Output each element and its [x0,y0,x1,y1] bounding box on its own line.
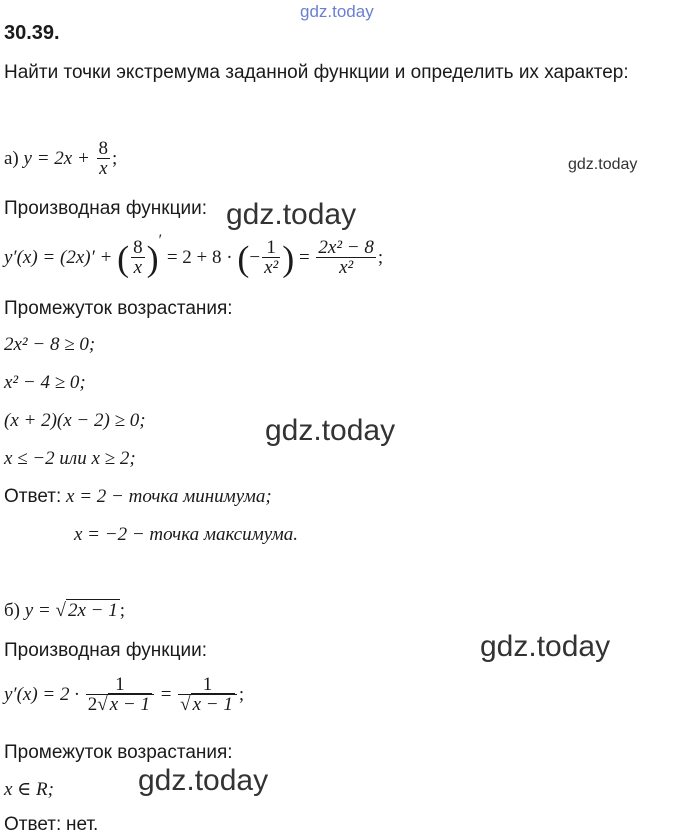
fraction [262,239,280,278]
denominator: x [131,257,145,278]
paren-close: ) [282,238,295,279]
domain-statement: x ∈ R; [4,779,54,800]
paren-close: ) [146,238,159,279]
radicand: 2x − 1 [67,600,118,621]
derivative-heading: Производная функции: [4,640,207,661]
watermark: gdz.today [480,630,611,663]
deriv-mid: = 2 + 8 · [166,247,233,268]
answer-b [4,814,98,836]
problem-number: 30.39. [4,22,60,44]
radicand: x − 1 [192,694,233,715]
answer-label: Ответ: [4,486,62,507]
part-b-label: б) [4,600,20,621]
denominator: x² [264,257,279,279]
prime: ′ [158,232,163,249]
watermark: gdz.today [226,198,357,231]
numerator: 2x² − 8 [318,237,374,259]
deriv-lhs: y′(x) = 2 · [4,683,79,705]
answer-text: x = 2 − точка минимума; [66,486,272,507]
paren-open: ( [117,238,130,279]
denominator: x [97,158,111,179]
fraction [316,239,375,278]
answer-a-line1 [4,486,272,508]
increase-heading: Промежуток возрастания: [4,742,233,763]
watermark: gdz.today [265,414,396,447]
part-b-derivative [4,676,244,715]
equals: = [160,683,172,705]
denominator: 2√ x − 1 [86,694,154,715]
derivative-heading: Производная функции: [4,198,207,219]
denominator: √ x − 1 [178,694,237,715]
fraction [178,676,237,715]
watermark-top: gdz.today [300,2,374,21]
func-tail: ; [112,147,118,169]
denominator: x² [316,257,375,278]
part-a-derivative: y′(x) = (2x)′ + ( $\frac{8}{x}$ )′ = 2 + 8 · (− $\frac{1}{\text{x²}}$ ) = $\frac{\text{2x² − 8}}{\text{x²}}$ ; [4,232,384,279]
numerator: 1 [266,237,276,259]
numerator: 1 [115,674,125,695]
answer-label: Ответ: [4,814,62,835]
square-root: √ 2x − 1 [55,600,118,621]
answer-text: нет. [66,814,99,835]
equals: = [298,247,310,268]
paren-open: ( [237,238,250,279]
radicand: x − 1 [109,694,150,715]
task-statement: Найти точки экстремума заданной функции и определить их характер: [4,62,629,83]
numerator: 8 [98,138,109,159]
coefficient: 2 [87,694,98,715]
numerator: 8 [133,237,143,259]
answer-a-line2: x = −2 − точка максимума. [74,524,299,545]
fraction [131,239,145,278]
inequality-3: (x + 2)(x − 2) ≥ 0; [4,410,146,431]
func-tail: ; [119,600,125,621]
func-lhs: y = 2x + [23,147,90,169]
watermark: gdz.today [568,156,638,173]
inequality-1: 2x² − 8 ≥ 0; [4,334,96,355]
fraction [86,676,154,715]
inequality-2: x² − 4 ≥ 0; [4,372,86,393]
part-a-label: а) [4,147,19,169]
watermark: gdz.today [138,764,269,797]
deriv-lhs: y′(x) = (2x)′ + [4,247,113,268]
increase-heading: Промежуток возрастания: [4,298,233,319]
inequality-4: x ≤ −2 или x ≥ 2; [4,448,136,469]
part-b-function [4,600,125,622]
part-a-function [4,140,117,179]
deriv-tail: ; [377,247,384,268]
func-lhs: y = [24,600,51,621]
fraction [97,140,111,179]
numerator: 1 [202,674,213,695]
deriv-tail: ; [238,683,245,705]
